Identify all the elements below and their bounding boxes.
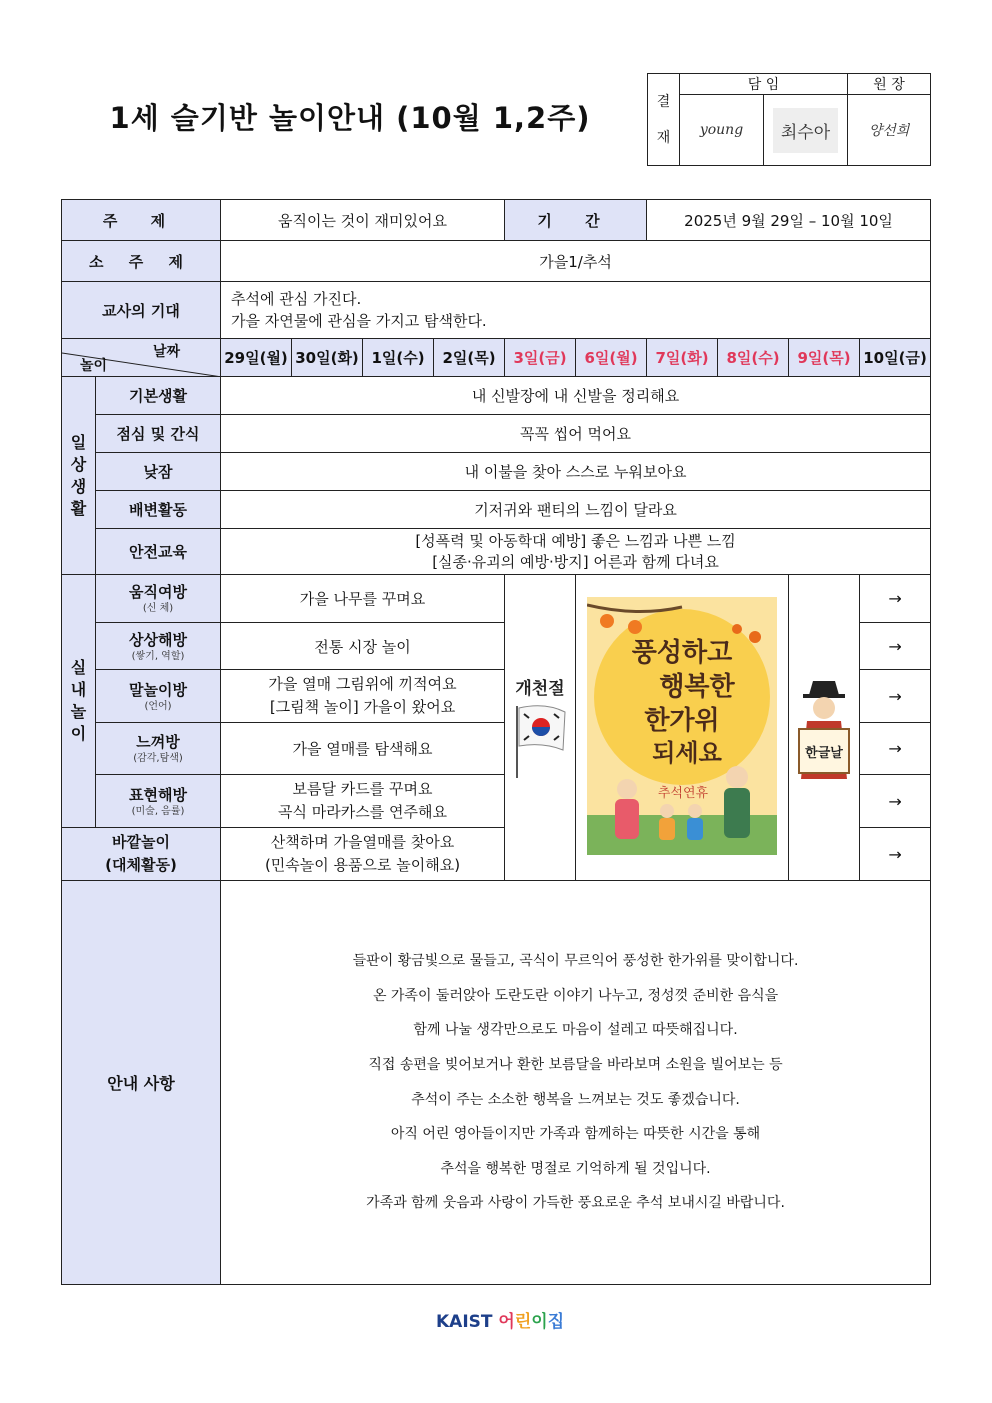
date-cell-holiday: 3일(금) xyxy=(505,339,576,377)
date-cell-holiday: 7일(화) xyxy=(647,339,718,377)
logo-char-3: 이 xyxy=(531,1312,548,1332)
chuseok-line-3: 한가위 xyxy=(644,705,720,736)
notice-line: 함께 나눌 생각만으로도 마음이 설레고 따뜻해집니다. xyxy=(413,1022,738,1039)
approval-teacher-label: 담 임 xyxy=(680,74,848,95)
arrow-cell: → xyxy=(860,828,931,881)
hangul-image xyxy=(789,575,860,881)
outdoor-line-2: (민속놀이 용품으로 놀이해요) xyxy=(264,856,461,874)
indoor-group-text: 실내놀이 xyxy=(70,658,87,743)
approval-side-2: 재 xyxy=(656,129,671,146)
daily-row-text: 내 신발장에 내 신발을 정리해요 xyxy=(221,377,931,415)
arrow-cell: → xyxy=(860,623,931,670)
subtheme-label: 소 주 제 xyxy=(62,241,221,282)
indoor-label-text: 움직여방 xyxy=(129,583,187,601)
indoor-row-text xyxy=(221,670,505,723)
outdoor-label-1: 바깥놀이 xyxy=(112,833,170,851)
date-cell-holiday: 8일(수) xyxy=(718,339,789,377)
signature-1-text: young xyxy=(699,122,744,138)
footer-logo xyxy=(436,1307,564,1332)
indoor-row-label xyxy=(96,775,221,828)
notice-line: 온 가족이 둘러앉아 도란도란 이야기 나누고, 정성껏 준비한 음식을 xyxy=(372,987,779,1004)
notice-line: 추석이 주는 소소한 행복을 느껴보는 것도 좋겠습니다. xyxy=(411,1091,740,1108)
daily-row-text: 기저귀와 팬티의 느낌이 달라요 xyxy=(221,491,931,529)
indoor-label-text: 느껴방 xyxy=(136,733,180,751)
indoor-label-text: 상상해방 xyxy=(129,630,187,649)
indoor-row-line-2: [그림책 놀이] 가을이 왔어요 xyxy=(269,698,456,716)
indoor-row-label xyxy=(96,670,221,723)
expect-line-2: 가을 자연물에 관심을 가지고 탐색한다. xyxy=(231,312,487,330)
date-cell: 30일(화) xyxy=(292,339,363,377)
indoor-label-sub: (언어) xyxy=(144,700,172,712)
indoor-label-text: 표현해방 xyxy=(129,785,187,804)
daily-row-label: 점심 및 간식 xyxy=(96,415,221,453)
daily-row-label: 안전교육 xyxy=(96,529,221,575)
indoor-label-text: 말놀이방 xyxy=(129,680,187,699)
indoor-row-label xyxy=(96,723,221,775)
daily-row-label: 낮잠 xyxy=(96,453,221,491)
notice-body xyxy=(221,881,931,1285)
outdoor-line-1: 산책하며 가을열매를 찾아요 xyxy=(270,833,455,851)
notice-line: 추석을 행복한 명절로 기억하게 될 것입니다. xyxy=(440,1160,711,1177)
date-cell-holiday: 6일(월) xyxy=(576,339,647,377)
daily-group-label xyxy=(62,377,96,575)
chuseok-image xyxy=(576,575,789,881)
logo-char-4: 집 xyxy=(547,1312,565,1332)
notice-label: 안내 사항 xyxy=(62,881,221,1285)
chuseok-line-4: 되세요 xyxy=(652,738,722,767)
date-cell: 2일(목) xyxy=(434,339,505,377)
notice-line: 아직 어린 영아들이지만 가족과 함께하는 따뜻한 시간을 통해 xyxy=(390,1126,761,1143)
signature-3 xyxy=(848,95,931,166)
date-cell: 10일(금) xyxy=(860,339,931,377)
period-value: 2025년 9월 29일 – 10월 10일 xyxy=(647,200,931,241)
notice-line: 가족과 함께 웃음과 사랑이 가득한 풍요로운 추석 보내시길 바랍니다. xyxy=(366,1195,785,1212)
daily-row-text: 내 이불을 찾아 스스로 누워보아요 xyxy=(221,453,931,491)
indoor-row-line-1: 보름달 카드를 꾸며요 xyxy=(292,780,433,798)
approval-side-1: 결 xyxy=(656,93,671,110)
indoor-label-sub: (쌓기, 역할) xyxy=(131,650,185,662)
indoor-row-line-2: 곡식 마라카스를 연주해요 xyxy=(278,803,447,821)
period-label: 기 간 xyxy=(505,200,647,241)
indoor-label-sub: (감각,탐색) xyxy=(133,753,183,764)
outdoor-label-2: (대체활동) xyxy=(105,856,177,874)
notice-line: 들판이 황금빛으로 물들고, 곡식이 무르익어 풍성한 한가위를 맞이합니다. xyxy=(352,953,799,970)
chuseok-line-1: 풍성하고 xyxy=(631,637,733,668)
hangul-illustration xyxy=(789,661,859,791)
expect-label: 교사의 기대 xyxy=(62,282,221,339)
date-cell: 29일(월) xyxy=(221,339,292,377)
plan-table xyxy=(61,199,931,1285)
page-title: 1세 슬기반 놀이안내 (10월 1,2주) xyxy=(109,101,591,135)
arrow-cell: → xyxy=(860,723,931,775)
indoor-label-sub: (미술, 음률) xyxy=(131,805,185,817)
daily-row-label: 배변활동 xyxy=(96,491,221,529)
daily-row-text: 꼭꼭 씹어 먹어요 xyxy=(221,415,931,453)
indoor-row-text xyxy=(221,775,505,828)
safety-text xyxy=(221,529,931,575)
arrow-cell: → xyxy=(860,775,931,828)
chuseok-sub: 추석연휴 xyxy=(657,785,709,801)
signature-2-text: 최수아 xyxy=(773,108,838,153)
signature-2 xyxy=(764,95,848,166)
kaecheon-text: 개천절 xyxy=(515,678,565,699)
chuseok-line-2: 행복한 xyxy=(659,671,735,702)
kaecheon-illustration xyxy=(505,666,575,786)
theme-value: 움직이는 것이 재미있어요 xyxy=(221,200,505,241)
indoor-row-text: 전통 시장 놀이 xyxy=(221,623,505,670)
date-play-header xyxy=(62,339,221,377)
play-label: 놀이 xyxy=(80,358,108,374)
kaecheon-image xyxy=(505,575,576,881)
arrow-cell: → xyxy=(860,670,931,723)
indoor-row-text: 가을 나무를 꾸며요 xyxy=(221,575,505,623)
approval-box xyxy=(647,73,931,166)
signature-1 xyxy=(680,95,764,166)
expect-line-1: 추석에 관심 가진다. xyxy=(231,290,362,308)
date-cell: 1일(수) xyxy=(363,339,434,377)
indoor-label-sub: (신 체) xyxy=(142,603,174,614)
theme-label: 주 제 xyxy=(62,200,221,241)
outdoor-text xyxy=(221,828,505,881)
date-cell-holiday: 9일(목) xyxy=(789,339,860,377)
chuseok-illustration xyxy=(587,597,777,855)
outdoor-label xyxy=(62,828,221,881)
safety-line-1: [성폭력 및 아동학대 예방] 좋은 느낌과 나쁜 느낌 xyxy=(415,531,736,550)
signature-3-text: 양선희 xyxy=(868,123,910,139)
notice-line: 직접 송편을 빚어보거나 환한 보름달을 바라보며 소원을 빌어보는 등 xyxy=(368,1056,783,1073)
logo-kaist: KAIST xyxy=(436,1312,493,1332)
logo-char-2: 린 xyxy=(514,1312,532,1332)
indoor-row-line-1: 가을 열매 그림위에 끼적여요 xyxy=(268,675,457,693)
date-label: 날짜 xyxy=(152,344,181,360)
subtheme-value: 가을1/추석 xyxy=(221,241,931,282)
daily-row-label: 기본생활 xyxy=(96,377,221,415)
daily-group-text: 일상생활 xyxy=(70,432,87,518)
indoor-row-label xyxy=(96,575,221,623)
indoor-row-label xyxy=(96,623,221,670)
expect-value xyxy=(221,282,931,339)
arrow-cell: → xyxy=(860,575,931,623)
indoor-group-label xyxy=(62,575,96,828)
indoor-row-text: 가을 열매를 탐색해요 xyxy=(221,723,505,775)
hangul-text: 한글날 xyxy=(805,745,843,761)
approval-director-label: 원 장 xyxy=(848,74,931,95)
approval-side-label xyxy=(648,74,680,166)
logo-char-1: 어 xyxy=(498,1312,515,1332)
safety-line-2: [실종·유괴의 예방·방지] 어른과 함께 다녀요 xyxy=(432,552,719,571)
